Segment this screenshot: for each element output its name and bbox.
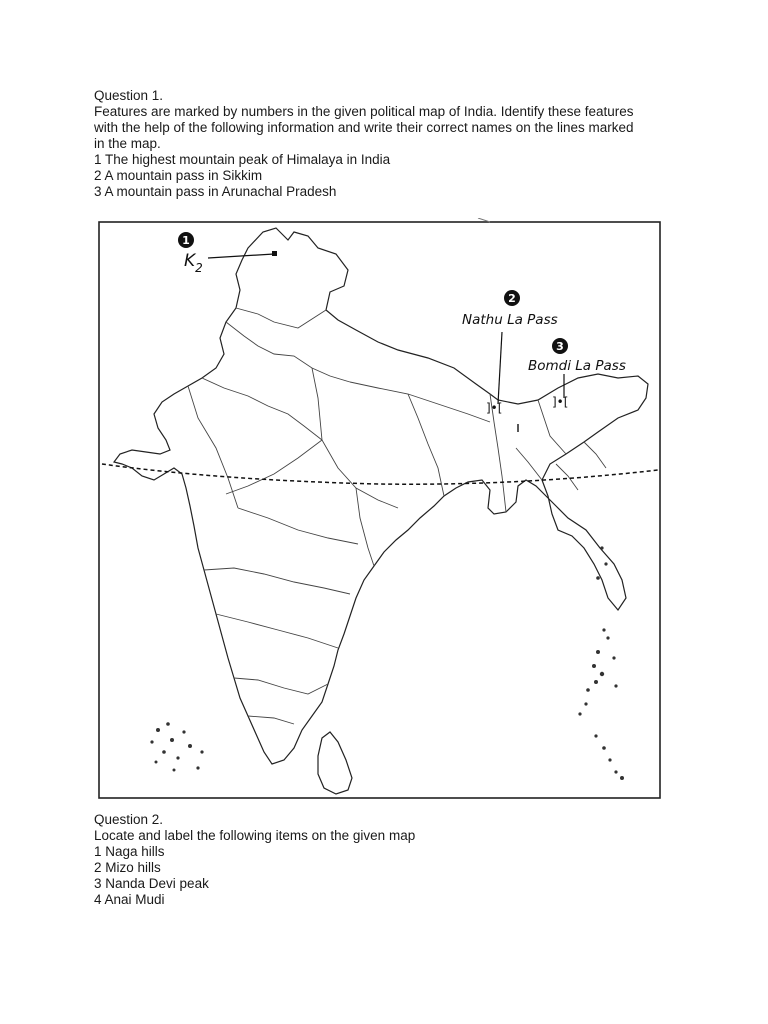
question-2-item: 2 Mizo hills — [94, 860, 161, 875]
question-2 — [94, 812, 694, 908]
india-political-map — [98, 218, 661, 800]
question-1-item: 1 The highest mountain peak of Himalaya in India — [94, 152, 391, 167]
marker-1 — [178, 232, 277, 275]
marker-1-number: 1 — [182, 234, 190, 247]
question-1-item: 2 A mountain pass in Sikkim — [94, 168, 263, 183]
question-2-item: 4 Anai Mudi — [94, 892, 165, 907]
marker-1-label: $K_2$ — [184, 251, 203, 275]
question-1-item: 3 A mountain pass in Arunachal Pradesh — [94, 184, 337, 199]
question-1-intro-line: with the help of the following information and write their correct names on the lines marked — [94, 120, 634, 135]
marker-1-point — [272, 251, 277, 256]
marker-3-number: 3 — [556, 340, 564, 353]
marker-3-pass-symbol: ]•[ — [552, 395, 569, 409]
india-outline — [114, 228, 648, 764]
question-2-intro: Locate and label the following items on the given map — [94, 828, 416, 843]
marker-3 — [528, 338, 626, 409]
marker-2-number: 2 — [508, 292, 516, 305]
marker-2-leader-line — [498, 332, 502, 404]
question-1-intro-line: Features are marked by numbers in the given political map of India. Identify these features — [94, 104, 634, 119]
marker-1-leader-line — [208, 254, 274, 258]
question-2-item: 1 Naga hills — [94, 844, 165, 859]
question-1-heading: Question 1. — [94, 88, 164, 103]
tropic-of-cancer-line — [102, 464, 658, 484]
question-2-heading: Question 2. — [94, 812, 164, 827]
india-map-svg — [98, 218, 661, 800]
map-frame — [99, 222, 660, 798]
lakshadweep-islands — [150, 722, 203, 771]
question-1-intro-line: in the map. — [94, 136, 161, 151]
andaman-nicobar-islands — [578, 546, 624, 780]
marker-3-label: Bomdi La Pass — [528, 358, 626, 374]
question-2-item: 3 Nanda Devi peak — [94, 876, 209, 891]
question-1 — [94, 88, 694, 200]
sri-lanka — [318, 732, 352, 794]
marker-2-label: Nathu La Pass — [462, 312, 558, 328]
marker-2-pass-symbol: ]•[ — [486, 401, 503, 415]
